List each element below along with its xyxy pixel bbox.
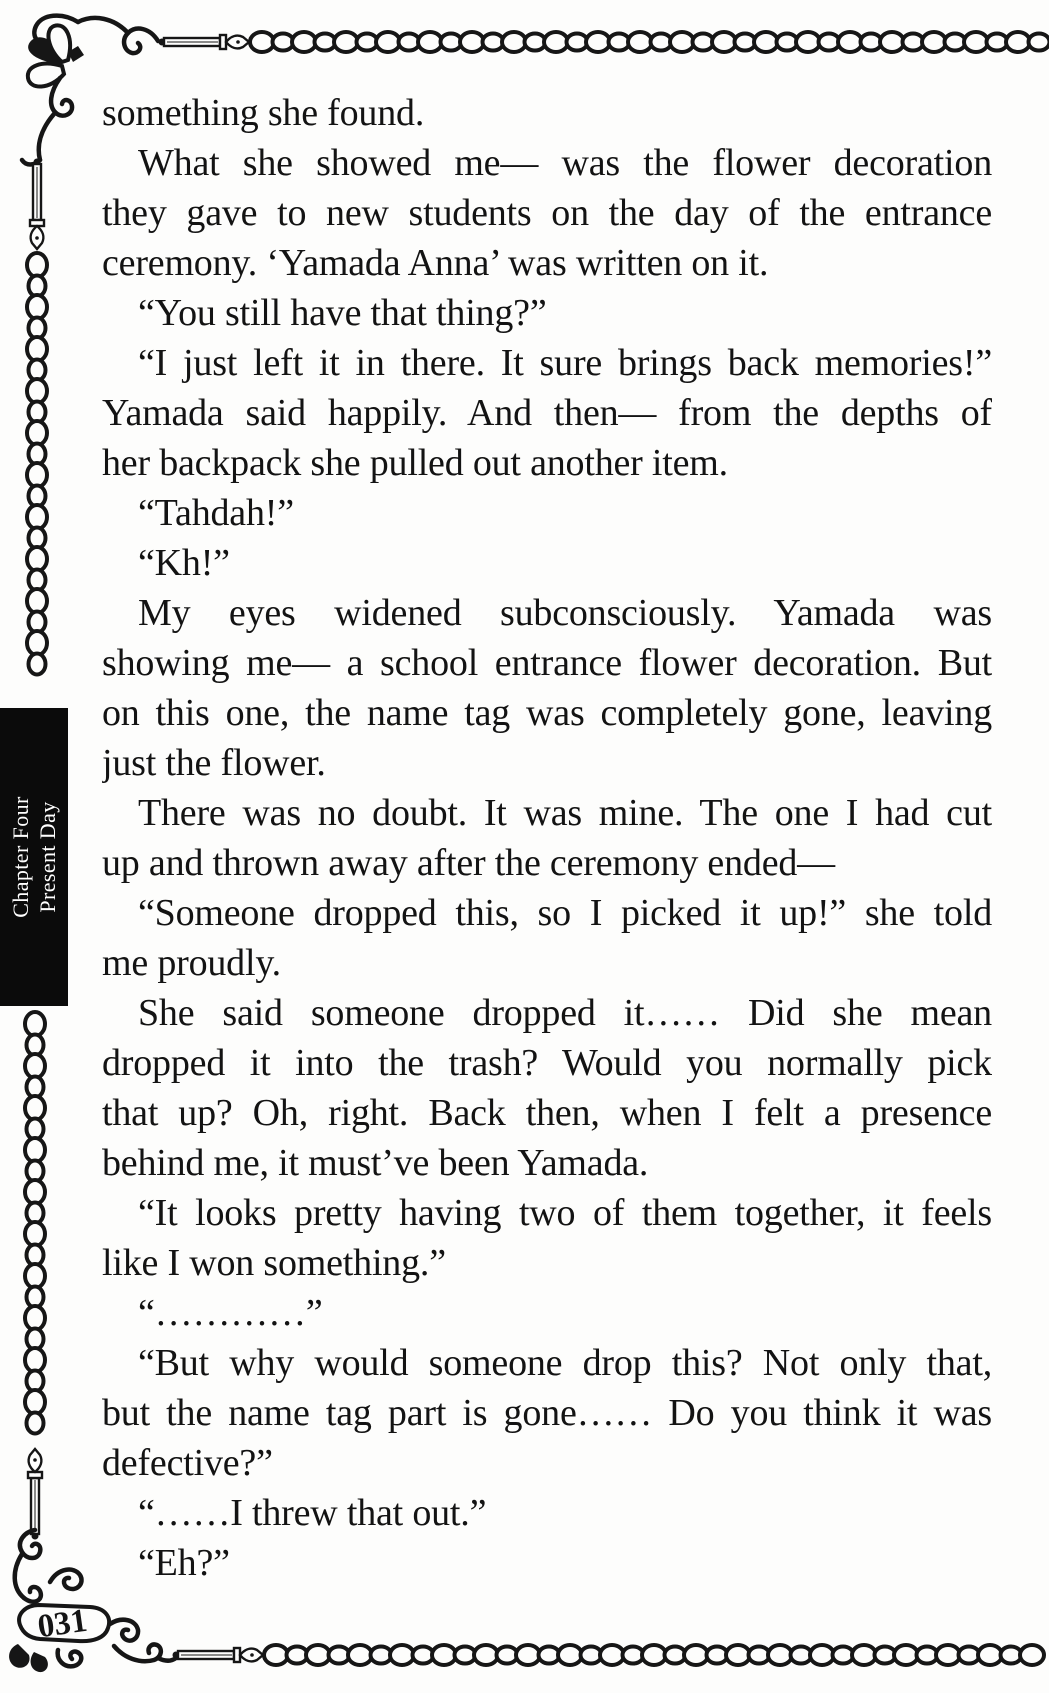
rod-finial-top-icon: [158, 28, 250, 56]
text-line: just the flower.: [102, 742, 326, 784]
text-line: on this one, the name tag was completely gone, leaving: [102, 692, 992, 734]
text-line: her backpack she pulled out another item.: [102, 442, 728, 484]
rod-finial-left-lower-icon: [21, 1448, 49, 1540]
text-line: “But why would someone drop this? Not only that,: [138, 1342, 992, 1384]
text-line: something she found.: [102, 92, 425, 134]
rod-finial-bottom-icon: [172, 1641, 264, 1669]
text-line: She said someone dropped it…… Did she mean: [138, 992, 992, 1034]
text-line: Yamada said happily. And then— from the depths of: [102, 392, 992, 434]
chain-border-left-lower-icon: [20, 1012, 50, 1448]
text-line: up and thrown away after the ceremony ended—: [102, 842, 835, 884]
text-line: “It looks pretty having two of them together, it feels: [138, 1192, 992, 1234]
chain-border-top-icon: [250, 27, 1049, 57]
text-line: “……I threw that out.”: [138, 1492, 487, 1534]
text-line: they gave to new students on the day of the entrance: [102, 192, 992, 234]
chapter-label: [0, 708, 68, 1006]
page-number: 031: [35, 1602, 90, 1646]
text-line: dropped it into the trash? Would you normally pick: [102, 1042, 992, 1084]
chapter-subtitle: Present Day: [34, 801, 60, 913]
text-line: “Someone dropped this, so I picked it up!” she told: [138, 892, 992, 934]
rod-finial-left-upper-icon: [23, 158, 51, 250]
text-line: My eyes widened subconsciously. Yamada was: [138, 592, 992, 634]
text-line: “Tahdah!”: [138, 492, 294, 534]
text-line: What she showed me— was the flower decoration: [138, 142, 992, 184]
text-line: like I won something.”: [102, 1242, 446, 1284]
text-line: that up? Oh, right. Back then, when I felt a presence: [102, 1092, 992, 1134]
text-line: showing me— a school entrance flower decoration. But: [102, 642, 992, 684]
text-line: There was no doubt. It was mine. The one I had cut: [138, 792, 992, 834]
text-line: behind me, it must’ve been Yamada.: [102, 1142, 649, 1184]
text-line: “Eh?”: [138, 1542, 230, 1584]
text-line: “You still have that thing?”: [138, 292, 547, 334]
text-line: “Kh!”: [138, 542, 230, 584]
chapter-title: Chapter Four: [7, 796, 33, 918]
chapter-sidebar-tab: [0, 708, 68, 1006]
text-line: defective?”: [102, 1442, 273, 1484]
chain-border-left-upper-icon: [22, 253, 52, 691]
text-line: me proudly.: [102, 942, 281, 984]
text-line: but the name tag part is gone…… Do you think it was: [102, 1392, 992, 1434]
chain-border-bottom-icon: [264, 1640, 1049, 1670]
text-line: “I just left it in there. It sure brings back memories!”: [138, 342, 992, 384]
text-line: “…………”: [138, 1292, 323, 1334]
body-text: [102, 88, 992, 1588]
text-line: ceremony. ‘Yamada Anna’ was written on it.: [102, 242, 769, 284]
